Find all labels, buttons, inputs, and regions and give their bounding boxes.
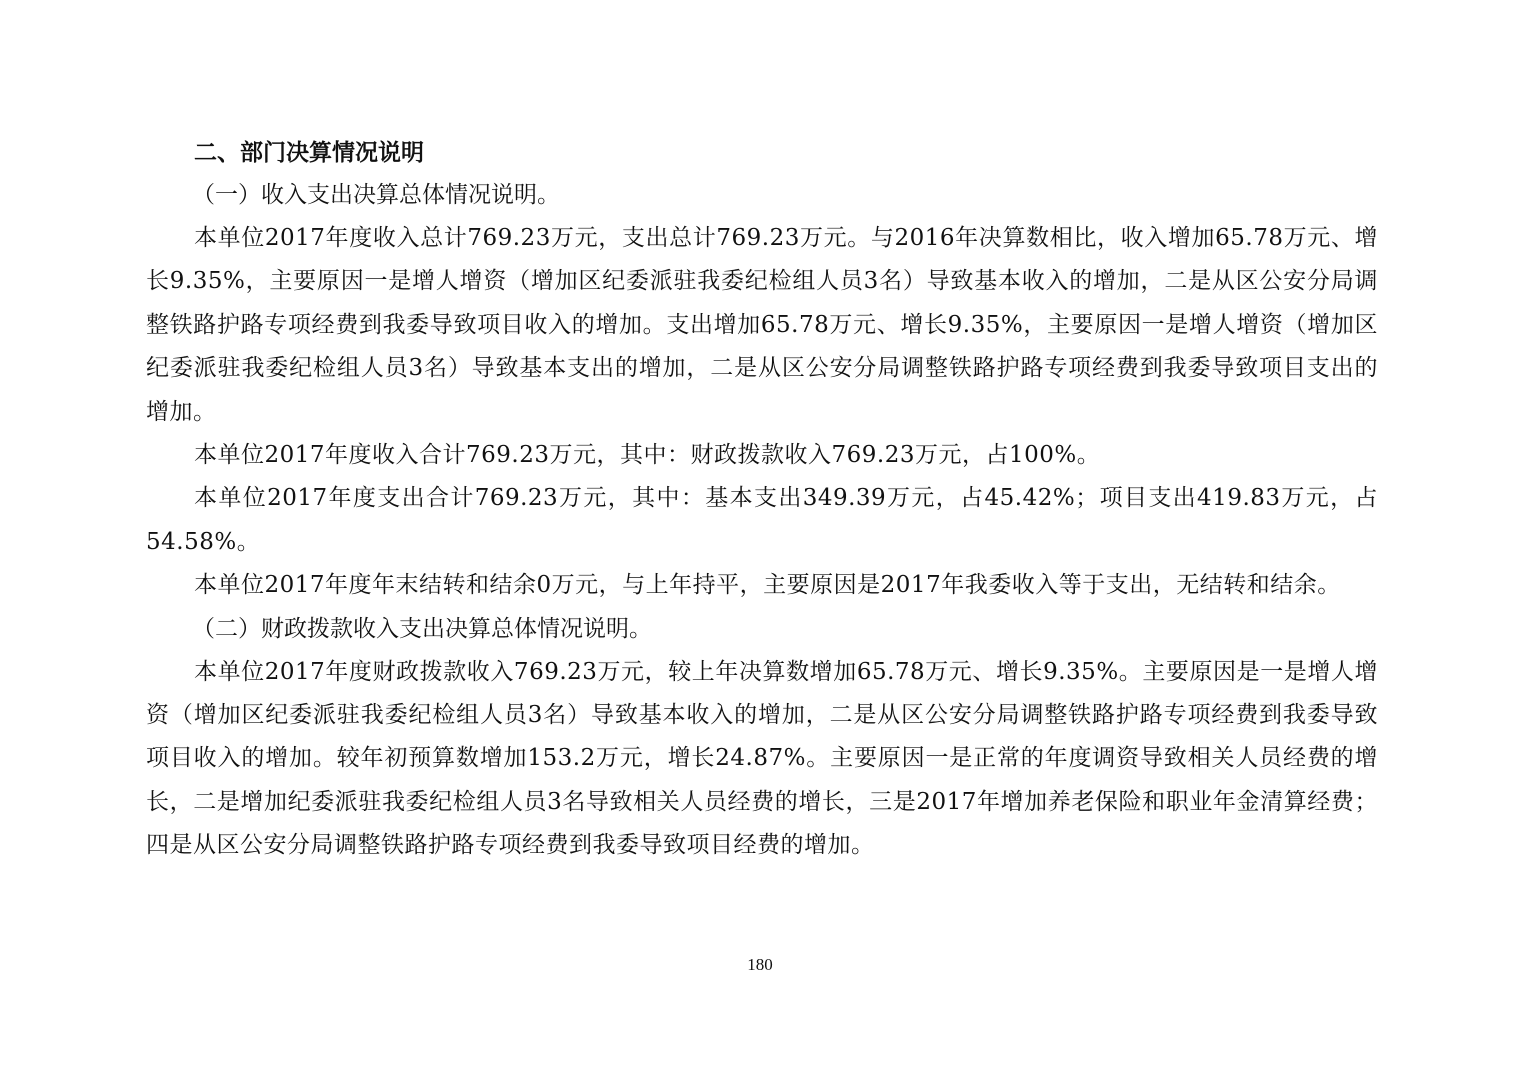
paragraph-fiscal-appropriation: 本单位2017年度财政拨款收入769.23万元，较上年决算数增加65.78万元、增长9.35%。主要原因是一是增人增资（增加区纪委派驻我委纪检组人员3名）导致基本收入的增加，二是从区公安分局调整铁路护路专项经费到我委导致项目收入的增加。较年初预算数增加153.2万元，增长24.87%。主要原因一是正常的年度调资导致相关人员经费的增长，二是增加纪委派驻我委纪检组人员3名导致相关人员经费的增长，三是2017年增加养老保险和职业年金清算经费；四是从区公安分局调整铁路护路专项经费到我委导致项目经费的增加。 <box>146 658 1378 859</box>
section-heading: 二、部门决算情况说明 <box>194 140 424 166</box>
subsection-2-title: （二）财政拨款收入支出决算总体情况说明。 <box>192 615 652 642</box>
paragraph-income-total: 本单位2017年度收入合计769.23万元，其中：财政拨款收入769.23万元，占100%。 <box>194 442 1101 469</box>
paragraph-expense-total: 本单位2017年度支出合计769.23万元，其中：基本支出349.39万元，占45.42%；项目支出419.83万元，占54.58%。 <box>146 485 1378 555</box>
document-body <box>146 132 1378 868</box>
paragraph-income-expense-overview: 本单位2017年度收入总计769.23万元，支出总计769.23万元。与2016年决算数相比，收入增加65.78万元、增长9.35%，主要原因一是增人增资（增加区纪委派驻我委纪检组人员3名）导致基本收入的增加，二是从区公安分局调整铁路护路专项经费到我委导致项目收入的增加。支出增加65.78万元、增长9.35%，主要原因一是增人增资（增加区纪委派驻我委纪检组人员3名）导致基本支出的增加，二是从区公安分局调整铁路护路专项经费到我委导致项目支出的增加。 <box>146 225 1378 425</box>
subsection-1-title: （一）收入支出决算总体情况说明。 <box>192 182 560 208</box>
paragraph-carryover: 本单位2017年度年末结转和结余0万元，与上年持平，主要原因是2017年我委收入等于支出，无结转和结余。 <box>194 572 1341 599</box>
page-number: 180 <box>747 955 773 974</box>
